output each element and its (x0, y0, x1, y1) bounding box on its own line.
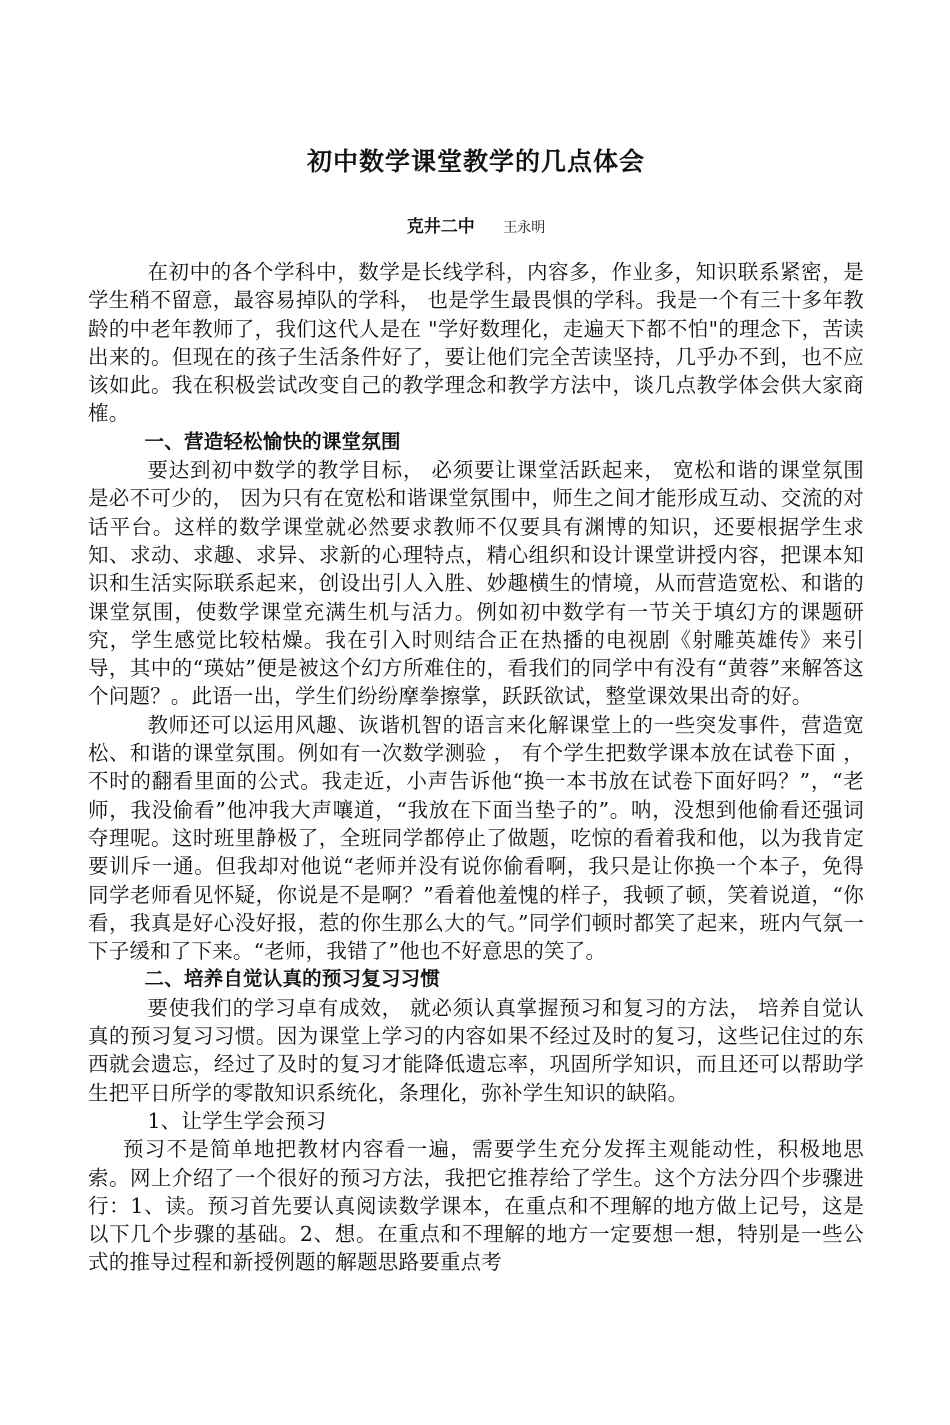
paragraph-humor: 教师还可以运用风趣、诙谐机智的语言来化解课堂上的一些突发事件，营造宽松、和谐的课堂氛围。例如有一次数学测验 ， 有个学生把数学课本放在试卷下面 ， 不时的翻看里面的公式。我走近，小声告诉他“换一本书放在试卷下面好吗？”，“老师，我没偷看”他冲我大声嚷道，“我放在下面当垫子的”。呐，没想到他偷看还强词夺理呢。这时班里静极了，全班同学都停止了做题，吃惊的看着我和他，以为我肯定要训斥一通。但我却对他说“老师并没有说你偷看啊，我只是让你换一个本子，免得同学老师看见怀疑，你说是不是啊？”看着他羞愧的样子，我顿了顿，笑着说道，“你看，我真是好心没好报，惹的你生那么大的气。”同学们顿时都笑了起来，班内气氛一下子缓和了下来。“老师，我错了”他也不好意思的笑了。 (88, 712, 864, 964)
document-title: 初中数学课堂教学的几点体会 (306, 147, 645, 176)
author-name: 王永明 (503, 220, 546, 236)
document-page (88, 0, 864, 1425)
byline (88, 212, 864, 237)
section-heading-2: 二、培养自觉认真的预习复习习惯 (144, 967, 441, 991)
paragraph-intro: 在初中的各个学科中，数学是长线学科，内容多，作业多，知识联系紧密，是学生稍不留意，最容易掉队的学科， 也是学生最畏惧的学科。我是一个有三十多年教龄的中老年教师了，我们这代人是在 "学好数理化，走遍天下都不怕"的理念下，苦读出来的。但现在的孩子生活条件好了，要让他们完全苦读坚持，几乎办不到，也不应该如此。我在积极尝试改变自己的教学理念和教学方法中，谈几点教学体会供大家商榷。 (88, 260, 864, 426)
paragraph-atmosphere: 要达到初中数学的教学目标， 必须要让课堂活跃起来， 宽松和谐的课堂氛围是必不可少的， 因为只有在宽松和谐课堂氛围中，师生之间才能形成互动、交流的对话平台。这样的数学课堂就必然要求教师不仅要具有渊博的知识，还要根据学生求知、求动、求趣、求异、求新的心理特点，精心组织和设计课堂讲授内容，把课本知识和生活实际联系起来，创设出引人入胜、妙趣横生的情境，从而营造宽松、和谐的课堂氛围，使数学课堂充满生机与活力。例如初中数学有一节关于填幻方的课题研究，学生感觉比较枯燥。我在引入时则结合正在热播的电视剧《射雕英雄传》来引导，其中的“瑛姑”便是被这个幻方所难住的，看我们的同学中有没有“黄蓉”来解答这个问题？。此语一出，学生们纷纷摩拳擦掌，跃跃欲试，整堂课效果出奇的好。 (88, 458, 864, 709)
subheading-preview: 1、让学生学会预习 (147, 1108, 327, 1133)
document-body (88, 258, 864, 1277)
school-name: 克井二中 (406, 217, 475, 237)
paragraph-habits: 要使我们的学习卓有成效， 就必须认真掌握预习和复习的方法， 培养自觉认真的预习复习习惯。因为课堂上学习的内容如果不经过及时的复习，这些记住过的东西就会遗忘，经过了及时的复习才能降低遗忘率，巩固所学知识，而且还可以帮助学生把平日所学的零散知识系统化，条理化，弥补学生知识的缺陷。 (88, 995, 864, 1105)
paragraph-preview: 预习不是简单地把教材内容看一遍，需要学生充分发挥主观能动性，积极地思索。网上介绍了一个很好的预习方法，我把它推荐给了学生。这个方法分四个步骤进行：1、读。预习首先要认真阅读数学课本，在重点和不理解的地方做上记号，这是以下几个步骤的基础。2、想。在重点和不理解的地方一定要想一想，特别是一些公式的推导过程和新授例题的解题思路要重点考 (88, 1137, 864, 1275)
section-heading-1: 一、营造轻松愉快的课堂氛围 (144, 429, 401, 453)
